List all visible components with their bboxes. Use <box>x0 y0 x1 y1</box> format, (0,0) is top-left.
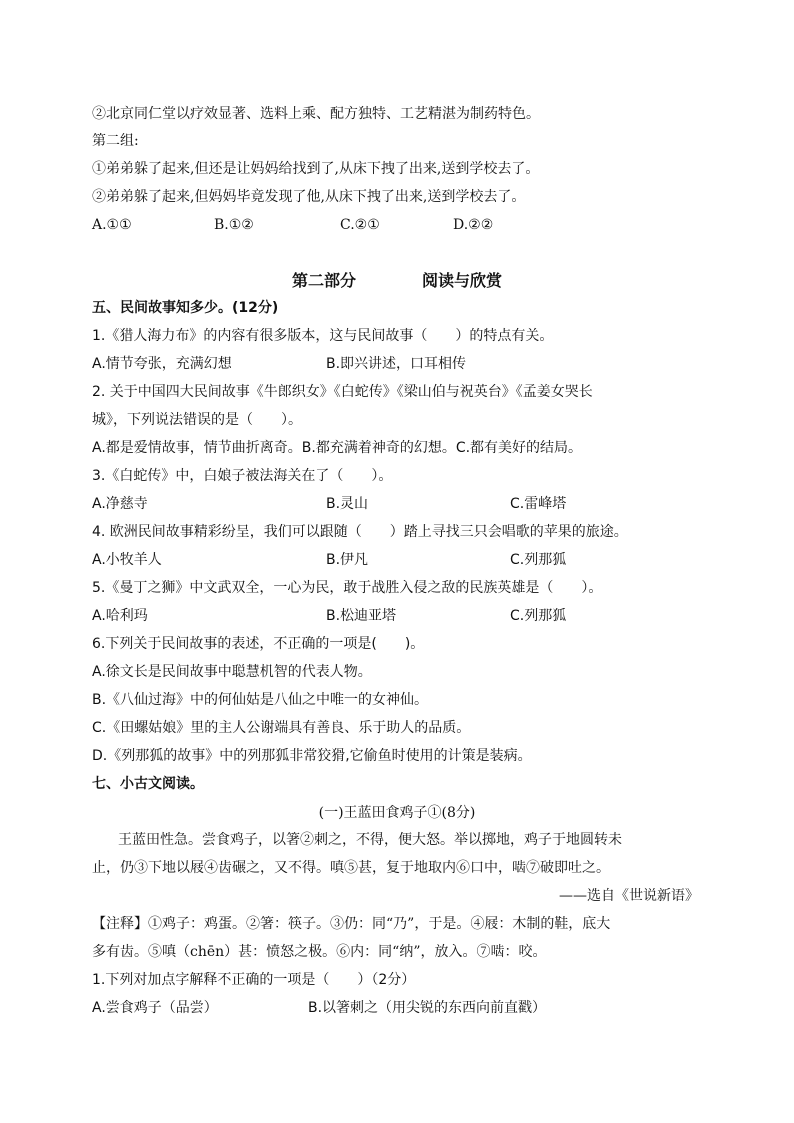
question-5-6-option-c: C.《田螺姑娘》里的主人公谢端具有善良、乐于助人的品质。 <box>92 720 471 736</box>
question-5-1: 1.《猎人海力布》的内容有很多版本，这与民间故事（ ）的特点有关。 <box>92 328 554 344</box>
question-5-6: 6.下列关于民间故事的表述，不正确的一项是( )。 <box>92 636 425 652</box>
option-b: B.即兴讲述，口耳相传 <box>326 356 467 372</box>
passage-title: (一)王蓝田食鸡子①(8分) <box>318 805 476 821</box>
option-b: B.灵山 <box>326 496 369 512</box>
question-7-heading: 七、小古文阅读。 <box>92 776 204 792</box>
annotation-line-2: 多有齿。⑤嗔（chēn）甚：愤怒之极。⑥内：同“纳”，放入。⑦啮：咬。 <box>92 944 547 960</box>
option-b: B.松迪亚塔 <box>326 608 397 624</box>
option-a: A.情节夸张，充满幻想 <box>92 356 232 372</box>
section-name: 阅读与欣赏 <box>422 271 503 290</box>
choice-a: A.①① <box>92 217 132 233</box>
section-title <box>0 268 794 291</box>
passage-line-1: 王蓝田性急。尝食鸡子，以箸②刺之，不得，便大怒。举以掷地，鸡子于地圆转未 <box>118 832 622 848</box>
choice-b: B.①② <box>214 217 254 233</box>
question-5-6-option-a: A.徐文长是民间故事中聪慧机智的代表人物。 <box>92 664 372 680</box>
question-5-3: 3.《白蛇传》中，白娘子被法海关在了（ ）。 <box>92 468 393 484</box>
question-5-2-options: A.都是爱情故事，情节曲折离奇。B.都充满着神奇的幻想。C.都有美好的结局。 <box>92 440 583 456</box>
choice-c: C.②① <box>340 217 380 233</box>
group-2-sentence-1: ①弟弟躲了起来,但还是让妈妈给找到了,从床下拽了出来,送到学校去了。 <box>92 161 540 177</box>
annotation-line-1: 【注释】①鸡子：鸡蛋。②箸：筷子。③仍：同“乃”，于是。④屐：木制的鞋，底大 <box>92 916 611 932</box>
option-a: A.小牧羊人 <box>92 552 162 568</box>
question-5-6-option-b: B.《八仙过海》中的何仙姑是八仙之中唯一的女神仙。 <box>92 692 429 708</box>
question-5-6-option-d: D.《列那狐的故事》中的列那狐非常狡猾,它偷鱼时使用的计策是装病。 <box>92 748 532 764</box>
option-c: C.列那狐 <box>510 552 567 568</box>
question-5-heading: 五、民间故事知多少。(12分) <box>92 300 279 316</box>
group-2-label: 第二组: <box>92 133 139 149</box>
choice-d: D.②② <box>453 217 494 233</box>
question-5-2-line-2: 城》，下列说法错误的是（ ）。 <box>92 412 302 428</box>
group-2-sentence-2: ②弟弟躲了起来,但妈妈毕竟发现了他,从床下拽了出来,送到学校去了。 <box>92 189 526 205</box>
question-7-1: 1.下列对加点字解释不正确的一项是（ ）（2分） <box>92 972 416 988</box>
option-c: C.雷峰塔 <box>510 496 567 512</box>
question-5-4: 4. 欧洲民间故事精彩纷呈，我们可以跟随（ ）踏上寻找三只会唱歌的苹果的旅途。 <box>92 524 628 540</box>
option-b: B.以箸刺之（用尖锐的东西向前直戳） <box>308 1000 547 1016</box>
passage-line-2: 止，仍③下地以屐④齿碾之，又不得。嗔⑤甚，复于地取内⑥口中，啮⑦破即吐之。 <box>92 860 610 876</box>
question-5-2-line-1: 2. 关于中国四大民间故事《牛郎织女》《白蛇传》《梁山伯与祝英台》《孟姜女哭长 <box>92 384 593 400</box>
option-a: A.净慈寺 <box>92 496 148 512</box>
option-b: B.伊凡 <box>326 552 369 568</box>
option-a: A.尝食鸡子（品尝） <box>92 1000 218 1016</box>
answer-sentence-2: ②北京同仁堂以疗效显著、选料上乘、配方独特、工艺精湛为制药特色。 <box>92 106 540 122</box>
passage-source: ——选自《世说新语》 <box>559 888 699 904</box>
option-c: C.列那狐 <box>510 608 567 624</box>
option-a: A.哈利玛 <box>92 608 148 624</box>
question-5-5: 5.《曼丁之狮》中文武双全，一心为民，敢于战胜入侵之敌的民族英雄是（ ）。 <box>92 580 603 596</box>
section-part: 第二部分 <box>291 271 356 290</box>
